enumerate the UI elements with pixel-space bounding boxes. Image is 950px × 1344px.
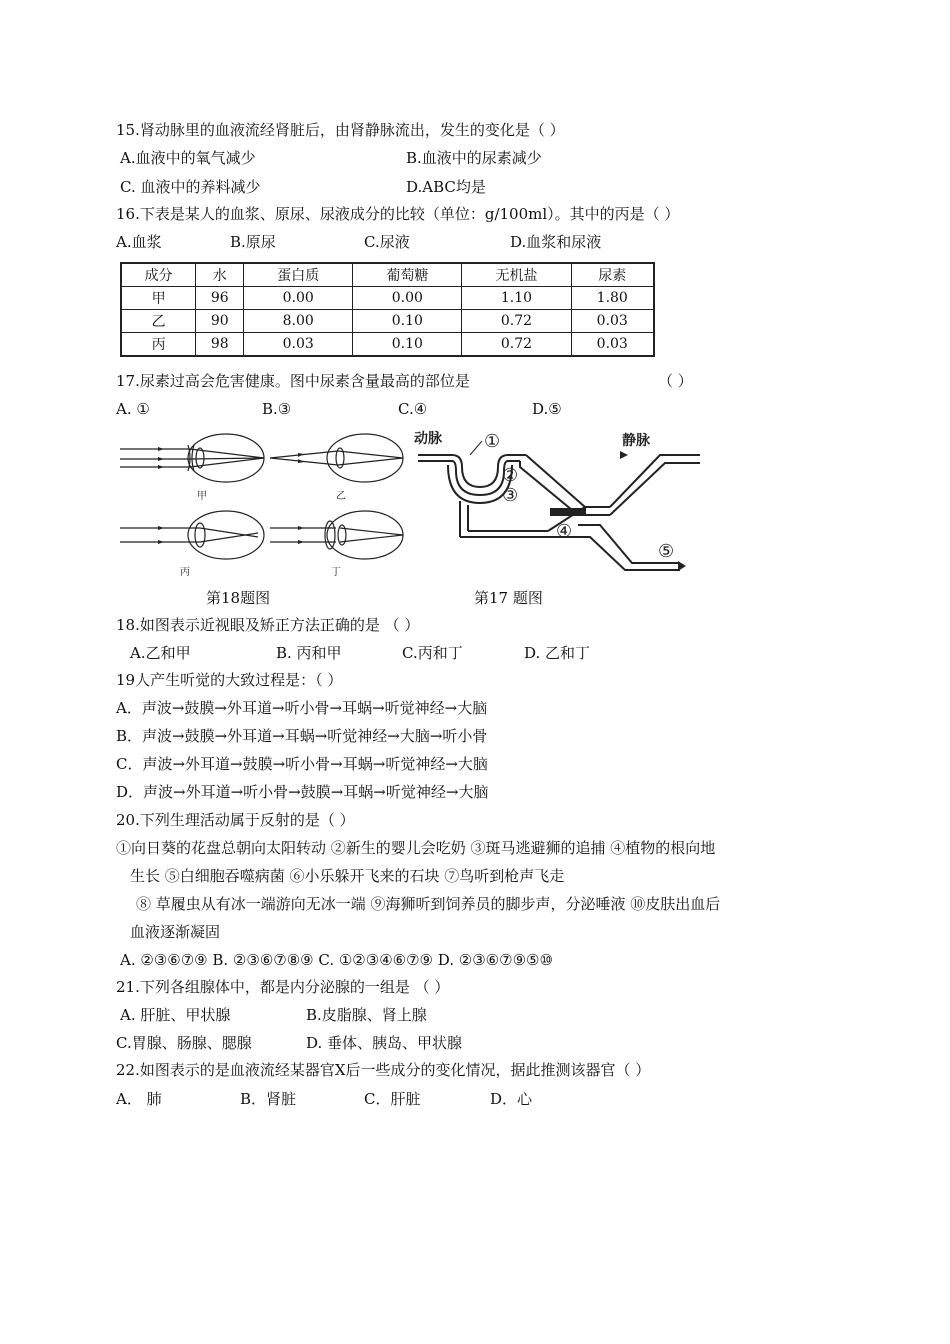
q18-option-b: B. 丙和甲 <box>276 644 342 662</box>
table-cell: 0.03 <box>571 310 654 333</box>
q21-option-b: B.皮脂腺、肾上腺 <box>306 1006 427 1024</box>
q19-option-a: A．声波→鼓膜→外耳道→听小骨→耳蜗→听觉神经→大脑 <box>116 699 488 717</box>
q17-option-d: D.⑤ <box>532 400 562 418</box>
table-cell: 8.00 <box>244 310 353 333</box>
table-header-row <box>121 263 654 287</box>
fig18-caption: 第18题图 <box>206 589 271 607</box>
q20-line-2: 生长 ⑤白细胞吞噬病菌 ⑥小乐躲开飞来的石块 ⑦鸟听到枪声飞走 <box>130 867 565 885</box>
q22-stem: 22.如图表示的是血液流经某器官X后一些成分的变化情况，据此推测该器官（ ） <box>116 1061 651 1079</box>
table-cell: 1.80 <box>571 287 654 310</box>
q15-option-a: A.血液中的氧气减少 <box>120 149 256 167</box>
table-row <box>121 287 654 310</box>
table-cell: 0.72 <box>462 310 571 333</box>
q22-option-d: D．心 <box>490 1090 533 1108</box>
q18-option-c: C.丙和丁 <box>402 644 463 662</box>
q21-stem: 21.下列各组腺体中，都是内分泌腺的一组是 （ ） <box>116 978 450 996</box>
artery-label: 动脉 <box>414 431 442 447</box>
table-header: 蛋白质 <box>244 263 353 287</box>
table-row <box>121 333 654 357</box>
table-header: 葡萄糖 <box>353 263 462 287</box>
q20-line-4: 血液逐渐凝固 <box>130 923 221 941</box>
marker-4: ④ <box>556 521 573 542</box>
table-header: 水 <box>196 263 244 287</box>
q17-stem: 17.尿素过高会危害健康。图中尿素含量最高的部位是 <box>116 372 470 390</box>
table-cell: 0.03 <box>244 333 353 357</box>
q21-option-a: A. 肝脏、甲状腺 <box>120 1006 231 1024</box>
table-cell: 0.72 <box>462 333 571 357</box>
q18-stem: 18.如图表示近视眼及矫正方法正确的是 （ ） <box>116 616 420 634</box>
q21-option-d: D. 垂体、胰岛、甲状腺 <box>306 1034 463 1052</box>
table-cell: 0.10 <box>353 310 462 333</box>
q15-option-d: D.ABC均是 <box>406 178 486 196</box>
table-cell: 丙 <box>121 333 196 357</box>
q19-stem: 19人产生听觉的大致过程是：（ ） <box>116 671 343 689</box>
q16-option-c: C.尿液 <box>364 233 410 251</box>
q16-option-a: A.血浆 <box>116 233 162 251</box>
table-cell: 1.10 <box>462 287 571 310</box>
eye-label-bing: 丙 <box>180 567 190 578</box>
table-cell: 0.10 <box>353 333 462 357</box>
eye-label-yi: 乙 <box>336 491 346 502</box>
table-cell: 0.00 <box>353 287 462 310</box>
composition-table <box>120 262 655 357</box>
q15-option-c: C. 血液中的养料减少 <box>120 178 261 196</box>
vein-label: 静脉 <box>622 433 650 449</box>
q16-option-b: B.原尿 <box>230 233 276 251</box>
table-cell: 乙 <box>121 310 196 333</box>
q22-option-b: B．肾脏 <box>240 1090 297 1108</box>
table-cell: 90 <box>196 310 244 333</box>
marker-3: ③ <box>502 485 519 506</box>
q15-stem: 15.肾动脉里的血液流经肾脏后，由肾静脉流出，发生的变化是（ ） <box>116 121 565 139</box>
q19-option-b: B．声波→鼓膜→外耳道→耳蜗→听觉神经→大脑→听小骨 <box>116 727 488 745</box>
q22-option-c: C．肝脏 <box>364 1090 421 1108</box>
eye-label-jia: 甲 <box>197 491 207 502</box>
nephron-diagram-figure <box>410 425 700 580</box>
table-header: 成分 <box>121 263 196 287</box>
q15-option-b: B.血液中的尿素减少 <box>406 149 542 167</box>
table-header: 无机盐 <box>462 263 571 287</box>
table-cell: 甲 <box>121 287 196 310</box>
q20-stem: 20.下列生理活动属于反射的是（ ） <box>116 811 355 829</box>
eye-label-ding: 丁 <box>331 567 341 578</box>
eye-diagram-figure <box>118 425 420 580</box>
q20-line-3: ⑧ 草履虫从有冰一端游向无冰一端 ⑨海狮听到饲养员的脚步声，分泌唾液 ⑩皮肤出血后 <box>136 895 721 913</box>
q21-option-c: C.胃腺、肠腺、腮腺 <box>116 1034 252 1052</box>
q17-option-c: C.④ <box>398 400 428 418</box>
q18-option-a: A.乙和甲 <box>130 644 191 662</box>
table-cell: 96 <box>196 287 244 310</box>
q16-stem: 16.下表是某人的血浆、原尿、尿液成分的比较（单位：g/100ml）。其中的丙是（ ） <box>116 205 680 223</box>
table-cell: 0.00 <box>244 287 353 310</box>
q17-option-b: B.③ <box>262 400 292 418</box>
table-cell: 0.03 <box>571 333 654 357</box>
q22-option-a: A． 肺 <box>116 1090 162 1108</box>
table-row <box>121 310 654 333</box>
table-header: 尿素 <box>571 263 654 287</box>
q16-option-d: D.血浆和尿液 <box>510 233 602 251</box>
q19-option-d: D．声波→外耳道→听小骨→鼓膜→耳蜗→听觉神经→大脑 <box>116 783 489 801</box>
q17-paren: （ ） <box>658 372 693 390</box>
fig17-caption: 第17 题图 <box>474 589 543 607</box>
q20-line-1: ①向日葵的花盘总朝向太阳转动 ②新生的婴儿会吃奶 ③斑马逃避狮的追捕 ④植物的根向地 <box>116 839 716 857</box>
table-cell: 98 <box>196 333 244 357</box>
marker-5: ⑤ <box>658 541 675 562</box>
marker-2: ② <box>502 465 519 486</box>
marker-1: ① <box>484 431 501 452</box>
q18-option-d: D. 乙和丁 <box>524 644 591 662</box>
q17-option-a: A. ① <box>116 400 150 418</box>
q19-option-c: C．声波→外耳道→鼓膜→听小骨→耳蜗→听觉神经→大脑 <box>116 755 488 773</box>
q20-options: A. ②③⑥⑦⑨ B. ②③⑥⑦⑧⑨ C. ①②③④⑥⑦⑨ D. ②③⑥⑦⑨⑤⑩ <box>120 951 553 969</box>
